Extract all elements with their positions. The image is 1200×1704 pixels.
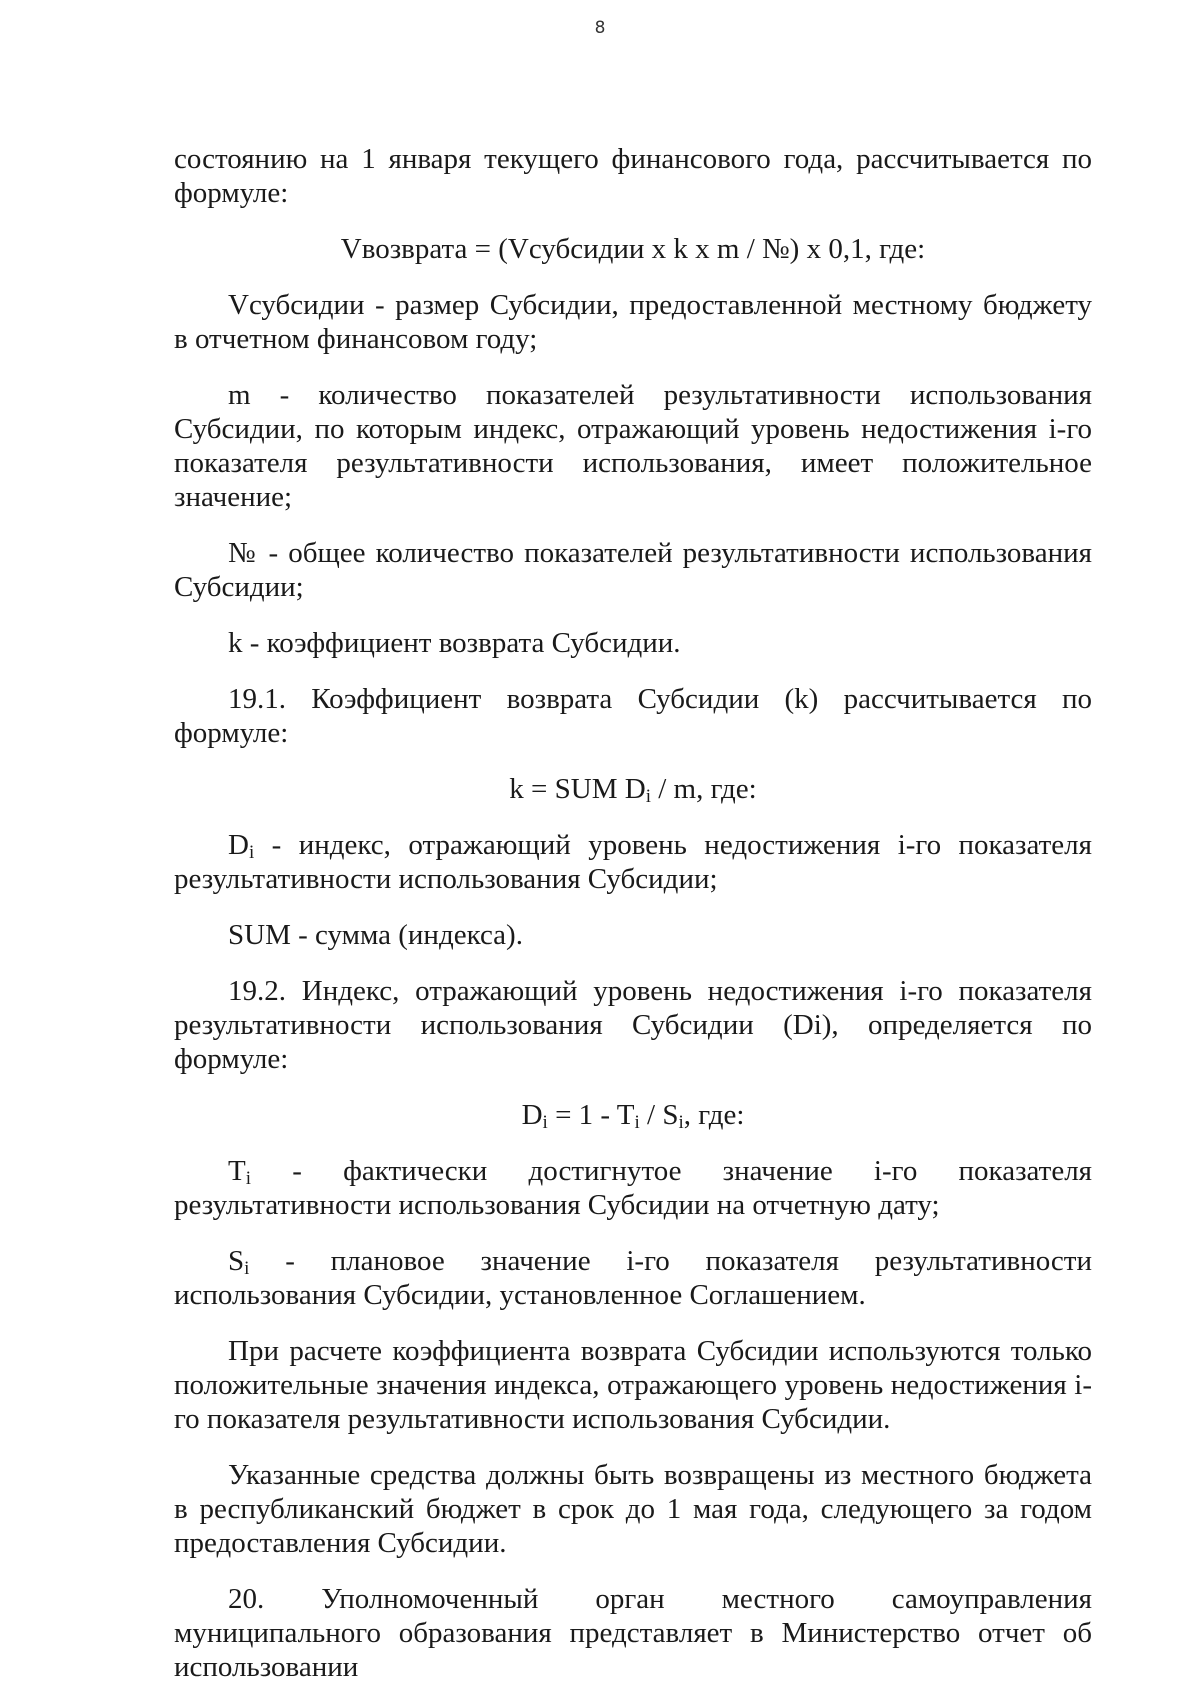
index-formula	[174, 1098, 1092, 1132]
page-number: 8	[594, 18, 606, 38]
definition-si-lead: S	[228, 1245, 245, 1277]
paragraph-20: 20. Уполномоченный орган местного самоуправления муниципального образования представляет в Министерство отчет об использовании	[174, 1583, 1092, 1683]
formula2-after: / m, где:	[650, 773, 757, 805]
formula3-sub3: i	[678, 1112, 684, 1133]
positive-values-paragraph: При расчете коэффициента возврата Субсидии используются только положительные значения индекса, отражающего уровень недостижения i-го показателя результативности использования Субсидии.	[174, 1335, 1092, 1435]
formula3-part1: D	[521, 1099, 543, 1131]
definition-di-subscript: i	[248, 842, 255, 863]
return-volume-formula: Vвозврата = (Vсубсидии x k x m / №) x 0,1, где:	[340, 233, 926, 265]
definition-di-text: - индекс, отражающий уровень недостижения i-го показателя результативности использования Субсидии;	[174, 829, 1092, 895]
formula3-part2: = 1 - T	[547, 1099, 635, 1131]
formula3-sub2: i	[634, 1112, 640, 1133]
formula2-before: k = SUM D	[509, 773, 646, 805]
definition-di-lead: D	[228, 829, 249, 861]
definition-ti-text: - фактически достигнутое значение i-го показателя результативности использования Субсидии на отчетную дату;	[174, 1155, 1092, 1221]
definition-ti	[174, 1154, 1092, 1222]
definition-ti-lead: T	[228, 1155, 246, 1187]
definition-n: № - общее количество показателей результативности использования Субсидии;	[174, 537, 1092, 603]
return-coefficient-formula	[174, 772, 1092, 806]
formula2-subscript: i	[645, 786, 651, 807]
formula3-part3: / S	[639, 1099, 679, 1131]
intro-paragraph: состоянию на 1 января текущего финансового года, рассчитывается по формуле:	[174, 143, 1092, 209]
paragraph-19-2: 19.2. Индекс, отражающий уровень недостижения i-го показателя результативности использования Субсидии (Di), определяется по формуле:	[174, 975, 1092, 1075]
definition-si-text: - плановое значение i-го показателя результативности использования Субсидии, установленное Соглашением.	[174, 1245, 1092, 1311]
definition-sum: SUM - сумма (индекса).	[228, 919, 523, 951]
definition-vsubsidy: Vсубсидии - размер Субсидии, предоставленной местному бюджету в отчетном финансовом году;	[174, 289, 1092, 355]
formula3-part4: , где:	[683, 1099, 745, 1131]
definition-m: m - количество показателей результативности использования Субсидии, по которым индекс, отражающий уровень недостижения i-го показателя результативности использования, имеет положительное значение;	[174, 379, 1092, 513]
definition-ti-subscript: i	[245, 1168, 251, 1189]
definition-si-subscript: i	[244, 1258, 250, 1279]
definition-di	[174, 828, 1092, 896]
document-body	[174, 142, 1092, 1704]
funds-return-paragraph: Указанные средства должны быть возвращены из местного бюджета в республиканский бюджет в срок до 1 мая года, следующего за годом предоставления Субсидии.	[174, 1459, 1092, 1559]
paragraph-19-1: 19.1. Коэффициент возврата Субсидии (k) рассчитывается по формуле:	[174, 683, 1092, 749]
definition-k: k - коэффициент возврата Субсидии.	[228, 627, 681, 659]
definition-si	[174, 1244, 1092, 1312]
formula3-sub1: i	[542, 1112, 548, 1133]
